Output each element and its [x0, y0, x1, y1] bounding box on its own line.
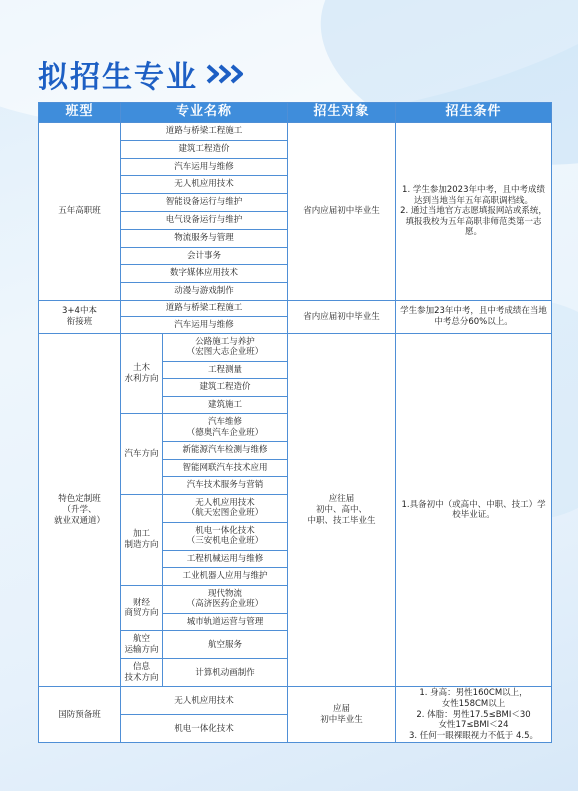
direction-cell: 航空 运输方向: [121, 631, 163, 659]
major-cell: 智能网联汽车技术应用: [163, 459, 288, 477]
condition-cell: 1. 学生参加2023年中考，且中考成绩达到当地当年五年高职调档线。 2. 通过当地官方志愿填报网站或系统，填报我校为五年高职非师范类第一志愿。: [396, 123, 552, 301]
table-row: [39, 333, 552, 361]
major-cell: 动漫与游戏制作: [121, 283, 288, 301]
header-class-type: 班型: [39, 103, 121, 123]
major-cell: 无人机应用技术 （航天宏图企业班）: [163, 494, 288, 522]
chevron-right-icon: [206, 64, 242, 84]
direction-cell: 汽车方向: [121, 414, 163, 495]
major-cell: 工程测量: [163, 361, 288, 379]
table-header-row: [39, 103, 552, 123]
major-cell: 机电一体化技术: [121, 715, 288, 743]
header-major-name: 专业名称: [121, 103, 288, 123]
direction-cell: 土木 水利方向: [121, 333, 163, 414]
major-cell: 工程机械运用与维修: [163, 550, 288, 568]
page-title-text: 拟招生专业: [38, 60, 198, 95]
major-cell: 新能源汽车检测与维修: [163, 442, 288, 460]
page-title: [38, 52, 242, 96]
table-row: [39, 300, 552, 317]
direction-cell: 财经 商贸方向: [121, 585, 163, 631]
condition-cell: 1.具备初中（或高中、中职、技工）学校毕业证。: [396, 333, 552, 687]
major-cell: 城市轨道运营与管理: [163, 613, 288, 631]
target-cell: 应届 初中毕业生: [288, 687, 396, 743]
major-cell: 建筑施工: [163, 396, 288, 414]
major-cell: 道路与桥梁工程施工: [121, 300, 288, 317]
major-cell: 计算机动画制作: [163, 659, 288, 687]
major-cell: 道路与桥梁工程施工: [121, 123, 288, 141]
class-type-cell: 特色定制班 （升学、 就业双通道）: [39, 333, 121, 687]
major-cell: 汽车运用与维修: [121, 158, 288, 176]
class-type-cell: 国防预备班: [39, 687, 121, 743]
major-cell: 现代物流 （高济医药企业班）: [163, 585, 288, 613]
condition-cell: 1. 身高：男性160CM以上， 女性158CM以上 2. 体脂：男性17.5≤BMI＜30 女性17≤BMI＜24 3. 任何一眼裸眼视力不低于 4.5。: [396, 687, 552, 743]
major-cell: 工业机器人应用与维护: [163, 568, 288, 586]
direction-cell: 加工 制造方向: [121, 494, 163, 585]
enrollment-table: [38, 102, 552, 743]
condition-cell: 学生参加23年中考，且中考成绩在当地中考总分60%以上。: [396, 300, 552, 333]
header-target: 招生对象: [288, 103, 396, 123]
major-cell: 汽车技术服务与营销: [163, 477, 288, 495]
major-cell: 无人机应用技术: [121, 687, 288, 715]
major-cell: 航空服务: [163, 631, 288, 659]
class-type-cell: 五年高职班: [39, 123, 121, 301]
major-cell: 建筑工程造价: [121, 140, 288, 158]
target-cell: 应往届 初中、高中、 中职、技工毕业生: [288, 333, 396, 687]
major-cell: 电气设备运行与维护: [121, 211, 288, 229]
major-cell: 无人机应用技术: [121, 176, 288, 194]
direction-cell: 信息 技术方向: [121, 659, 163, 687]
table-row: [39, 687, 552, 715]
major-cell: 机电一体化技术 （三安机电企业班）: [163, 522, 288, 550]
header-condition: 招生条件: [396, 103, 552, 123]
table-row: [39, 123, 552, 141]
major-cell: 物流服务与管理: [121, 229, 288, 247]
major-cell: 数字媒体应用技术: [121, 265, 288, 283]
target-cell: 省内应届初中毕业生: [288, 123, 396, 301]
major-cell: 公路施工与养护 （宏图大志企业班）: [163, 333, 288, 361]
target-cell: 省内应届初中毕业生: [288, 300, 396, 333]
major-cell: 汽车运用与维修: [121, 317, 288, 334]
major-cell: 建筑工程造价: [163, 379, 288, 397]
major-cell: 会计事务: [121, 247, 288, 265]
major-cell: 汽车维修 （德奥汽车企业班）: [163, 414, 288, 442]
table-body: [39, 123, 552, 743]
major-cell: 智能设备运行与维护: [121, 194, 288, 212]
class-type-cell: 3+4中本 衔接班: [39, 300, 121, 333]
